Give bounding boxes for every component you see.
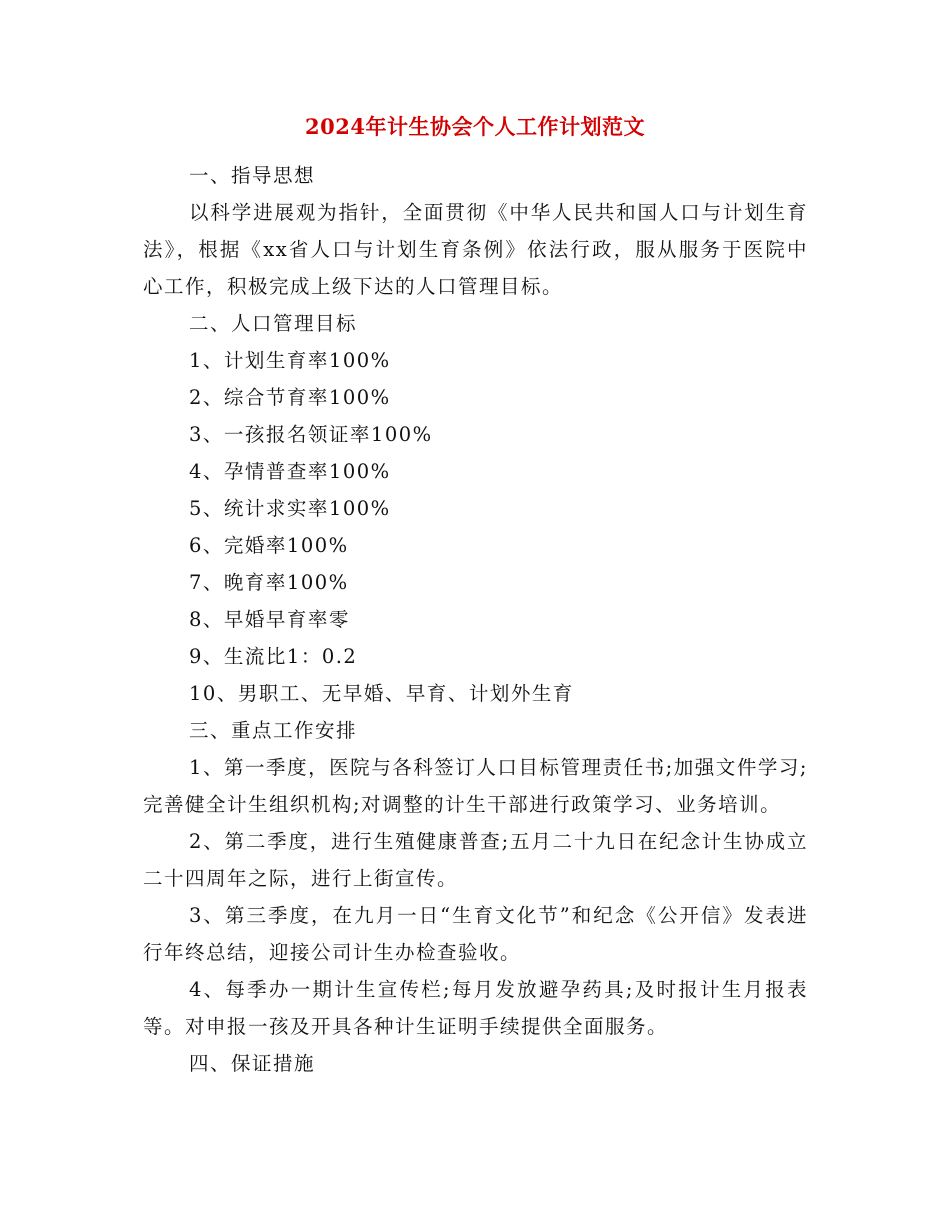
target-item: 6、完婚率100% xyxy=(189,534,349,557)
section-heading-guiding-thought: 一、指导思想 xyxy=(189,164,316,187)
target-item: 1、计划生育率100% xyxy=(189,349,391,372)
work-item-q3: 3、第三季度，在九月一日“生育文化节”和纪念《公开信》发表进行年终总结，迎接公司计生办检查验收。 xyxy=(143,904,808,964)
target-item: 3、一孩报名领证率100% xyxy=(189,423,433,446)
target-item: 2、综合节育率100% xyxy=(189,386,391,409)
target-item: 10、男职工、无早婚、早育、计划外生育 xyxy=(189,682,574,705)
section-heading-key-work: 三、重点工作安排 xyxy=(189,719,358,742)
paragraph-guiding-thought: 以科学进展观为指针，全面贯彻《中华人民共和国人口与计划生育法》，根据《xx省人口与计划生育条例》依法行政，服从服务于医院中心工作，积极完成上级下达的人口管理目标。 xyxy=(143,201,808,298)
target-item: 5、统计求实率100% xyxy=(189,497,391,520)
target-item: 8、早婚早育率零 xyxy=(189,608,350,631)
target-item: 4、孕情普查率100% xyxy=(189,460,391,483)
document-title: 2024年计生协会个人工作计划范文 xyxy=(305,114,645,139)
work-item-ongoing: 4、每季办一期计生宣传栏;每月发放避孕药具;及时报计生月报表等。对申报一孩及开具各种计生证明手续提供全面服务。 xyxy=(143,978,808,1038)
work-item-q2: 2、第二季度，进行生殖健康普查;五月二十九日在纪念计生协成立二十四周年之际，进行上街宣传。 xyxy=(143,830,808,890)
section-heading-measures: 四、保证措施 xyxy=(189,1052,316,1075)
document-body xyxy=(143,157,808,1082)
target-item: 9、生流比1：0.2 xyxy=(189,645,358,668)
work-item-q1: 1、第一季度，医院与各科签订人口目标管理责任书;加强文件学习;完善健全计生组织机构;对调整的计生干部进行政策学习、业务培训。 xyxy=(143,756,808,816)
section-heading-population-targets: 二、人口管理目标 xyxy=(189,312,358,335)
target-item: 7、晚育率100% xyxy=(189,571,349,594)
